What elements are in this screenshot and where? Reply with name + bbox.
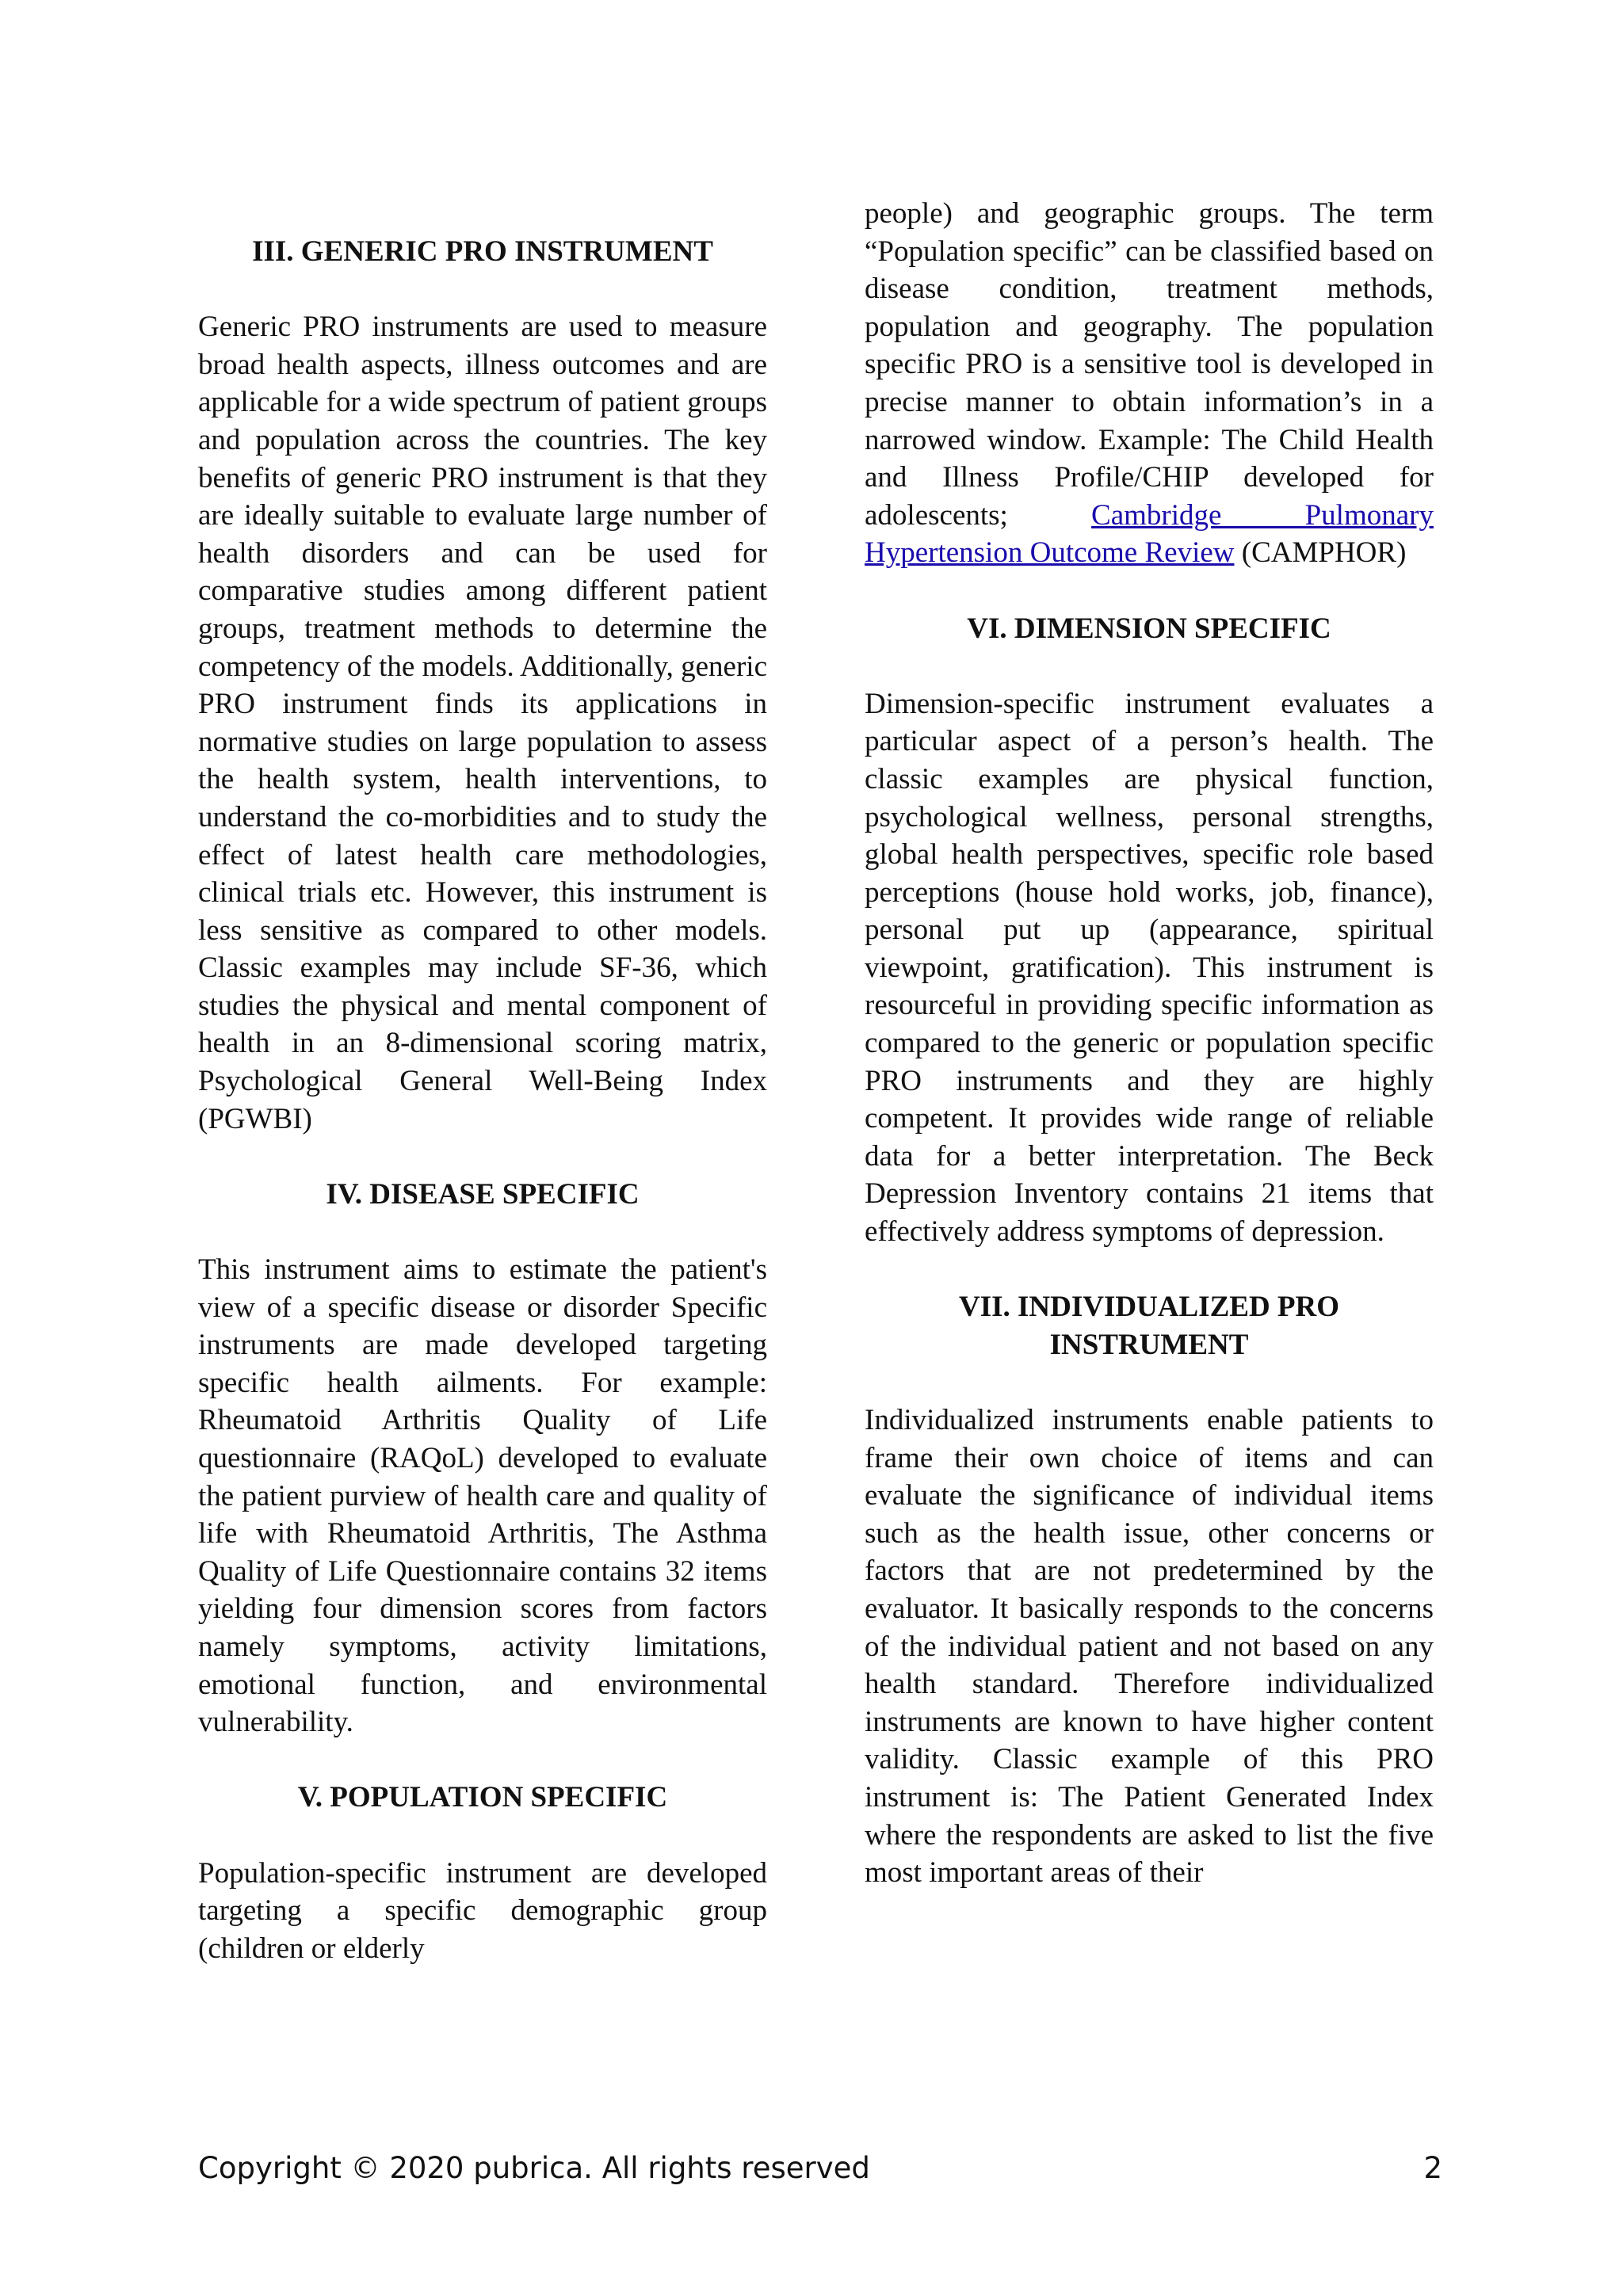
section-body-dimension-specific: Dimension-specific instrument evaluates a particular aspect of a person’s health. The classic examples are physical function, psychological wellness, personal strengths, global health perspectives, specific role based perceptions (house hold works, job, finance), personal put up (appearance, spiritual viewpoint, gratification). This instrument is resourceful in providing specific information as compared to the generic or population specific PRO instruments and they are highly competent. It provides wide range of reliable data for a better interpretation. The Beck Depression Inventory contains 21 items that effectively address symptoms of depression.: [865, 687, 1434, 1249]
section-body-disease-specific: This instrument aims to estimate the patient's view of a specific disease or disorder Specific instruments are made developed targeting specific health ailments. For example: Rheumatoid Arthritis Quality of Life questionnaire (RAQoL) developed to evaluate the patient purview of health care and quality of life with Rheumatoid Arthritis, The Asthma Quality of Life Questionnaire contains 32 items yielding four dimension scores from factors namely symptoms, activity limitations, emotional function, and environmental vulnerability.: [198, 1253, 767, 1739]
section-heading-generic-pro: III. GENERIC PRO INSTRUMENT: [252, 235, 713, 268]
section-heading-dimension-specific: VI. DIMENSION SPECIFIC: [967, 612, 1331, 645]
left-column: [198, 233, 767, 1967]
section-heading-disease-specific: IV. DISEASE SPECIFIC: [326, 1177, 640, 1211]
section-heading-individualized-pro: VII. INDIVIDUALIZED PRO INSTRUMENT: [958, 1291, 1340, 1361]
section-heading-population-specific: V. POPULATION SPECIFIC: [297, 1781, 668, 1814]
camphor-abbreviation: (CAMPHOR): [1234, 536, 1407, 570]
section-body-generic-pro: Generic PRO instruments are used to measure broad health aspects, illness outcomes and are applicable for a wide spectrum of patient groups and population across the countries. The key benefits of generic PRO instrument is that they are ideally suitable to evaluate large number of health disorders and can be used for comparative studies among different patient groups, treatment methods to determine the competency of the models. Additionally, generic PRO instrument finds its applications in normative studies on large population to assess the health system, health interventions, to understand the co-morbidities and to study the effect of latest health care methodologies, clinical trials etc. However, this instrument is less sensitive as compared to other models. Classic examples may include SF-36, which studies the physical and mental component of health in an 8-dimensional scoring matrix, Psychological General Well-Being Index (PGWBI): [198, 311, 767, 1135]
copyright-notice: Copyright © 2020 pubrica. All rights reserved: [198, 2151, 870, 2185]
section-body-population-specific-start: Population-specific instrument are developed targeting a specific demographic group (children or elderly: [198, 1856, 767, 1965]
population-specific-text: people) and geographic groups. The term “Population specific” can be classified based on disease condition, treatment methods, population and geography. The population specific PRO is a sensitive tool is developed in precise manner to obtain information’s in a narrowed window. Example: The Child Health and Illness Profile/CHIP developed for adolescents;: [865, 197, 1434, 532]
camphor-link[interactable]: Cambridge Pulmonary Hypertension Outcome Review: [865, 498, 1434, 570]
page-footer: [198, 2149, 1442, 2188]
page-number: 2: [1423, 2151, 1442, 2185]
section-body-population-specific-continued: [865, 195, 1434, 572]
right-column: [865, 195, 1434, 1892]
section-body-individualized-pro: Individualized instruments enable patients to frame their own choice of items and can evaluate the significance of individual items such as the health issue, other concerns or factors that are not predetermined by the evaluator. It basically responds to the concerns of the individual patient and not based on any health standard. Therefore individualized instruments are known to have higher content validity. Classic example of this PRO instrument is: The Patient Generated Index where the respondents are asked to list the five most important areas of their: [865, 1404, 1434, 1890]
